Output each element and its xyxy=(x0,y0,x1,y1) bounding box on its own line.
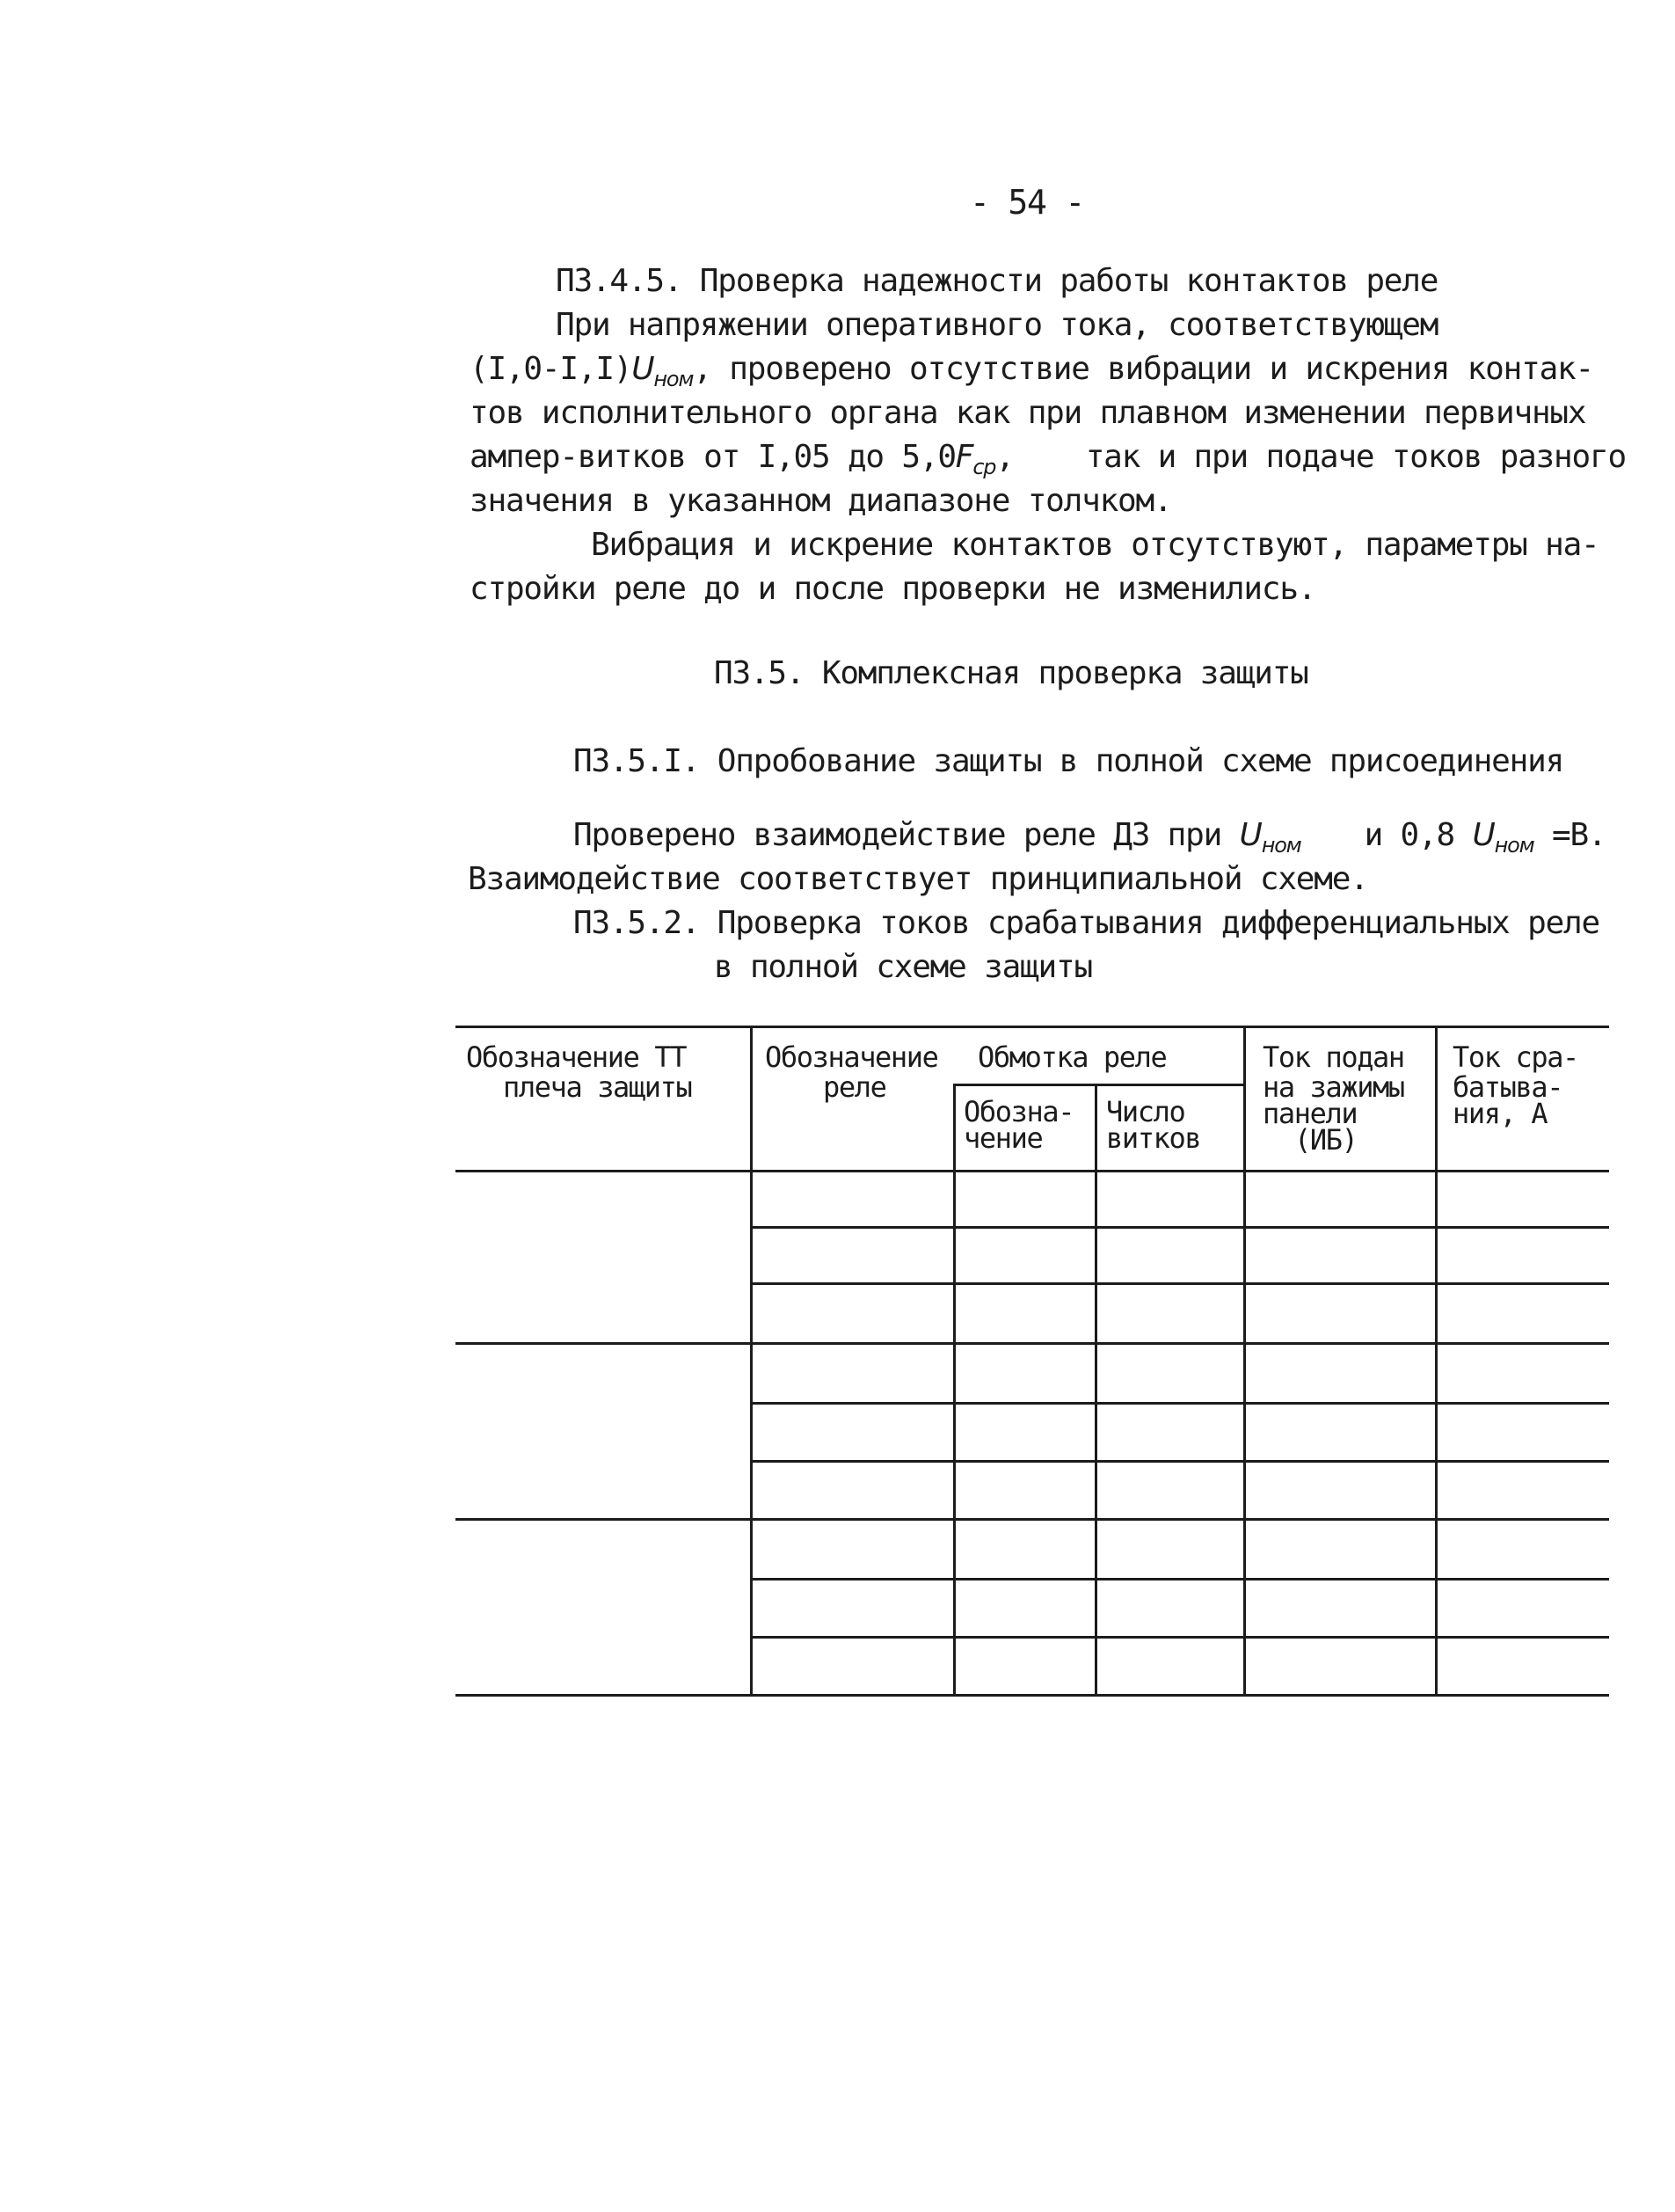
col-relay-header-line2: реле xyxy=(823,1070,886,1104)
row-divider xyxy=(750,1578,1609,1581)
column-divider xyxy=(953,1084,956,1697)
paragraph-line: Взаимодействие соответствует принципиальной схеме. xyxy=(468,861,1368,897)
row-divider xyxy=(750,1226,1609,1229)
col-pickup-current-header-line3: ния, А xyxy=(1453,1097,1548,1130)
column-divider xyxy=(1435,1026,1438,1697)
row-divider xyxy=(750,1282,1609,1285)
col-pickup-current-header-line2: батыва- xyxy=(1453,1070,1563,1104)
section-3-5-2-heading-cont: в полной схеме защиты xyxy=(714,949,1092,985)
row-divider xyxy=(750,1402,1609,1405)
column-divider xyxy=(750,1026,753,1697)
row-divider xyxy=(750,1636,1609,1639)
paragraph-line: значения в указанном диапазоне толчком. xyxy=(470,483,1172,519)
column-divider xyxy=(1243,1026,1246,1697)
col-pickup-current-header: Ток сра- xyxy=(1453,1040,1578,1074)
page-number: - 54 - xyxy=(970,183,1085,222)
paragraph-line: При напряжении оперативного тока, соответствующем xyxy=(556,307,1438,343)
col-turns-header-line2: витков xyxy=(1106,1121,1201,1155)
paragraph-line: стройки реле до и после проверки не изменились. xyxy=(470,571,1316,607)
col-supplied-current-header: Ток подан xyxy=(1263,1040,1404,1074)
paragraph-line: ампер-витков от I,05 до $5,0F_{ср}$, так и при подаче токов разного xyxy=(470,439,1626,479)
row-divider xyxy=(750,1460,1609,1463)
paragraph-line: тов исполнительного органа как при плавном изменении первичных xyxy=(470,395,1586,431)
paragraph-line: Вибрация и искрение контактов отсутствуют, параметры на- xyxy=(591,527,1599,563)
header-subdivider xyxy=(955,1084,1245,1086)
paragraph-line: $(I,0-I,I)U_{ном}$, проверено отсутствие вибрации и искрения контак- xyxy=(470,351,1594,391)
col-supplied-current-header-line2: на зажимы xyxy=(1263,1070,1404,1104)
relay-current-table xyxy=(455,1026,1609,1697)
col-winding-group-header: Обмотка реле xyxy=(978,1040,1167,1074)
col-tt-header-line2: плеча защиты xyxy=(503,1070,692,1104)
col-winding-designation-header: Обозна- xyxy=(964,1095,1074,1128)
col-winding-designation-header-line2: чение xyxy=(964,1121,1043,1155)
paragraph-line: Проверено взаимодействие реле ДЗ при $U_{ном}$ и 0,8 $U_{ном} =В$. xyxy=(573,817,1606,858)
section-3-5-heading: П3.5. Комплексная проверка защиты xyxy=(714,655,1308,691)
column-divider xyxy=(1095,1084,1097,1697)
section-3-5-2-heading: П3.5.2. Проверка токов срабатывания дифференциальных реле xyxy=(573,905,1600,941)
col-supplied-current-header-line4: (ИБ) xyxy=(1294,1123,1358,1157)
col-tt-header: Обозначение ТТ xyxy=(466,1040,687,1074)
col-supplied-current-header-line3: панели xyxy=(1263,1097,1358,1130)
section-3-4-5-heading: П3.4.5. Проверка надежности работы контактов реле xyxy=(556,263,1438,299)
col-relay-header: Обозначение xyxy=(765,1040,938,1074)
section-3-5-1-heading: П3.5.I. Опробование защиты в полной схеме присоединения xyxy=(573,743,1564,779)
col-turns-header: Число xyxy=(1106,1095,1185,1128)
